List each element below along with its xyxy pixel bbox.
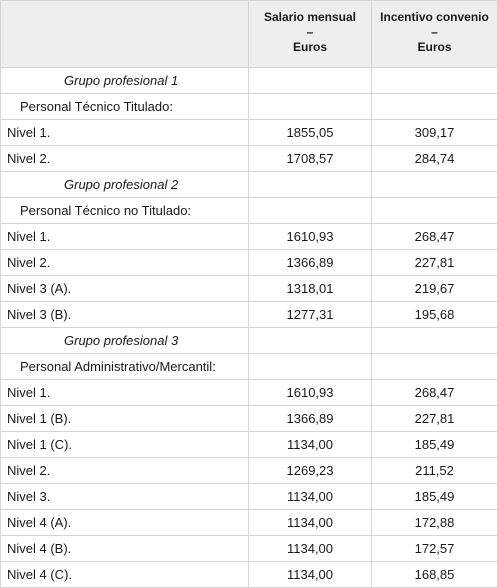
table-row bbox=[1, 432, 497, 458]
level-label: Nivel 2. bbox=[1, 458, 249, 484]
salario-value: 1277,31 bbox=[249, 302, 372, 328]
incentivo-value: 227,81 bbox=[372, 250, 497, 276]
salario-value: 1610,93 bbox=[249, 224, 372, 250]
header-salario-line3: Euros bbox=[292, 40, 327, 54]
incentivo-value: 185,49 bbox=[372, 432, 497, 458]
category-row bbox=[1, 198, 497, 224]
category-label: Personal Administrativo/Mercantil: bbox=[1, 354, 249, 380]
incentivo-value: 227,81 bbox=[372, 406, 497, 432]
table-row bbox=[1, 276, 497, 302]
empty-cell bbox=[372, 94, 497, 120]
level-label: Nivel 1. bbox=[1, 380, 249, 406]
empty-cell bbox=[249, 198, 372, 224]
level-label: Nivel 4 (A). bbox=[1, 510, 249, 536]
table-row bbox=[1, 484, 497, 510]
salario-value: 1134,00 bbox=[249, 536, 372, 562]
table-row bbox=[1, 146, 497, 172]
category-row bbox=[1, 354, 497, 380]
table-row bbox=[1, 406, 497, 432]
salario-value: 1134,00 bbox=[249, 484, 372, 510]
header-salario-line1: Salario mensual bbox=[263, 10, 357, 24]
salario-value: 1134,00 bbox=[249, 432, 372, 458]
level-label: Nivel 2. bbox=[1, 250, 249, 276]
header-salario-mensual bbox=[249, 1, 372, 68]
salario-value: 1366,89 bbox=[249, 406, 372, 432]
level-label: Nivel 3 (A). bbox=[1, 276, 249, 302]
group-label: Grupo profesional 1 bbox=[1, 68, 249, 94]
salario-value: 1269,23 bbox=[249, 458, 372, 484]
header-incentivo-convenio bbox=[372, 1, 497, 68]
incentivo-value: 284,74 bbox=[372, 146, 497, 172]
table-row bbox=[1, 380, 497, 406]
empty-cell bbox=[249, 354, 372, 380]
group-label: Grupo profesional 2 bbox=[1, 172, 249, 198]
category-row bbox=[1, 94, 497, 120]
empty-cell bbox=[372, 68, 497, 94]
salario-value: 1134,00 bbox=[249, 562, 372, 588]
category-label: Personal Técnico no Titulado: bbox=[1, 198, 249, 224]
level-label: Nivel 4 (C). bbox=[1, 562, 249, 588]
incentivo-value: 268,47 bbox=[372, 380, 497, 406]
table-row bbox=[1, 224, 497, 250]
incentivo-value: 268,47 bbox=[372, 224, 497, 250]
category-label: Personal Técnico Titulado: bbox=[1, 94, 249, 120]
incentivo-value: 185,49 bbox=[372, 484, 497, 510]
incentivo-value: 172,88 bbox=[372, 510, 497, 536]
header-salario-line2: – bbox=[306, 25, 314, 39]
salario-value: 1855,05 bbox=[249, 120, 372, 146]
salario-value: 1610,93 bbox=[249, 380, 372, 406]
incentivo-value: 195,68 bbox=[372, 302, 497, 328]
level-label: Nivel 3 (B). bbox=[1, 302, 249, 328]
level-label: Nivel 4 (B). bbox=[1, 536, 249, 562]
level-label: Nivel 1. bbox=[1, 224, 249, 250]
salario-value: 1708,57 bbox=[249, 146, 372, 172]
header-incentivo-line2: – bbox=[431, 25, 438, 39]
table-row bbox=[1, 458, 497, 484]
incentivo-value: 172,57 bbox=[372, 536, 497, 562]
group-row bbox=[1, 172, 497, 198]
table-row bbox=[1, 510, 497, 536]
salario-value: 1318,01 bbox=[249, 276, 372, 302]
table-row bbox=[1, 250, 497, 276]
incentivo-value: 211,52 bbox=[372, 458, 497, 484]
salario-value: 1366,89 bbox=[249, 250, 372, 276]
group-row bbox=[1, 68, 497, 94]
level-label: Nivel 1 (B). bbox=[1, 406, 249, 432]
empty-cell bbox=[372, 328, 497, 354]
header-incentivo-line1: Incentivo convenio bbox=[380, 10, 489, 24]
header-incentivo-line3: Euros bbox=[417, 40, 452, 54]
incentivo-value: 309,17 bbox=[372, 120, 497, 146]
empty-cell bbox=[249, 328, 372, 354]
header-row bbox=[1, 1, 497, 68]
empty-cell bbox=[372, 354, 497, 380]
empty-cell bbox=[372, 172, 497, 198]
incentivo-value: 168,85 bbox=[372, 562, 497, 588]
salario-value: 1134,00 bbox=[249, 510, 372, 536]
level-label: Nivel 2. bbox=[1, 146, 249, 172]
header-blank-cell bbox=[1, 1, 249, 68]
incentivo-value: 219,67 bbox=[372, 276, 497, 302]
table-row bbox=[1, 120, 497, 146]
group-label: Grupo profesional 3 bbox=[1, 328, 249, 354]
level-label: Nivel 3. bbox=[1, 484, 249, 510]
empty-cell bbox=[249, 68, 372, 94]
group-row bbox=[1, 328, 497, 354]
table-row bbox=[1, 562, 497, 588]
table-row bbox=[1, 536, 497, 562]
empty-cell bbox=[249, 172, 372, 198]
level-label: Nivel 1. bbox=[1, 120, 249, 146]
empty-cell bbox=[249, 94, 372, 120]
table-body bbox=[1, 68, 497, 588]
table-row bbox=[1, 302, 497, 328]
level-label: Nivel 1 (C). bbox=[1, 432, 249, 458]
empty-cell bbox=[372, 198, 497, 224]
